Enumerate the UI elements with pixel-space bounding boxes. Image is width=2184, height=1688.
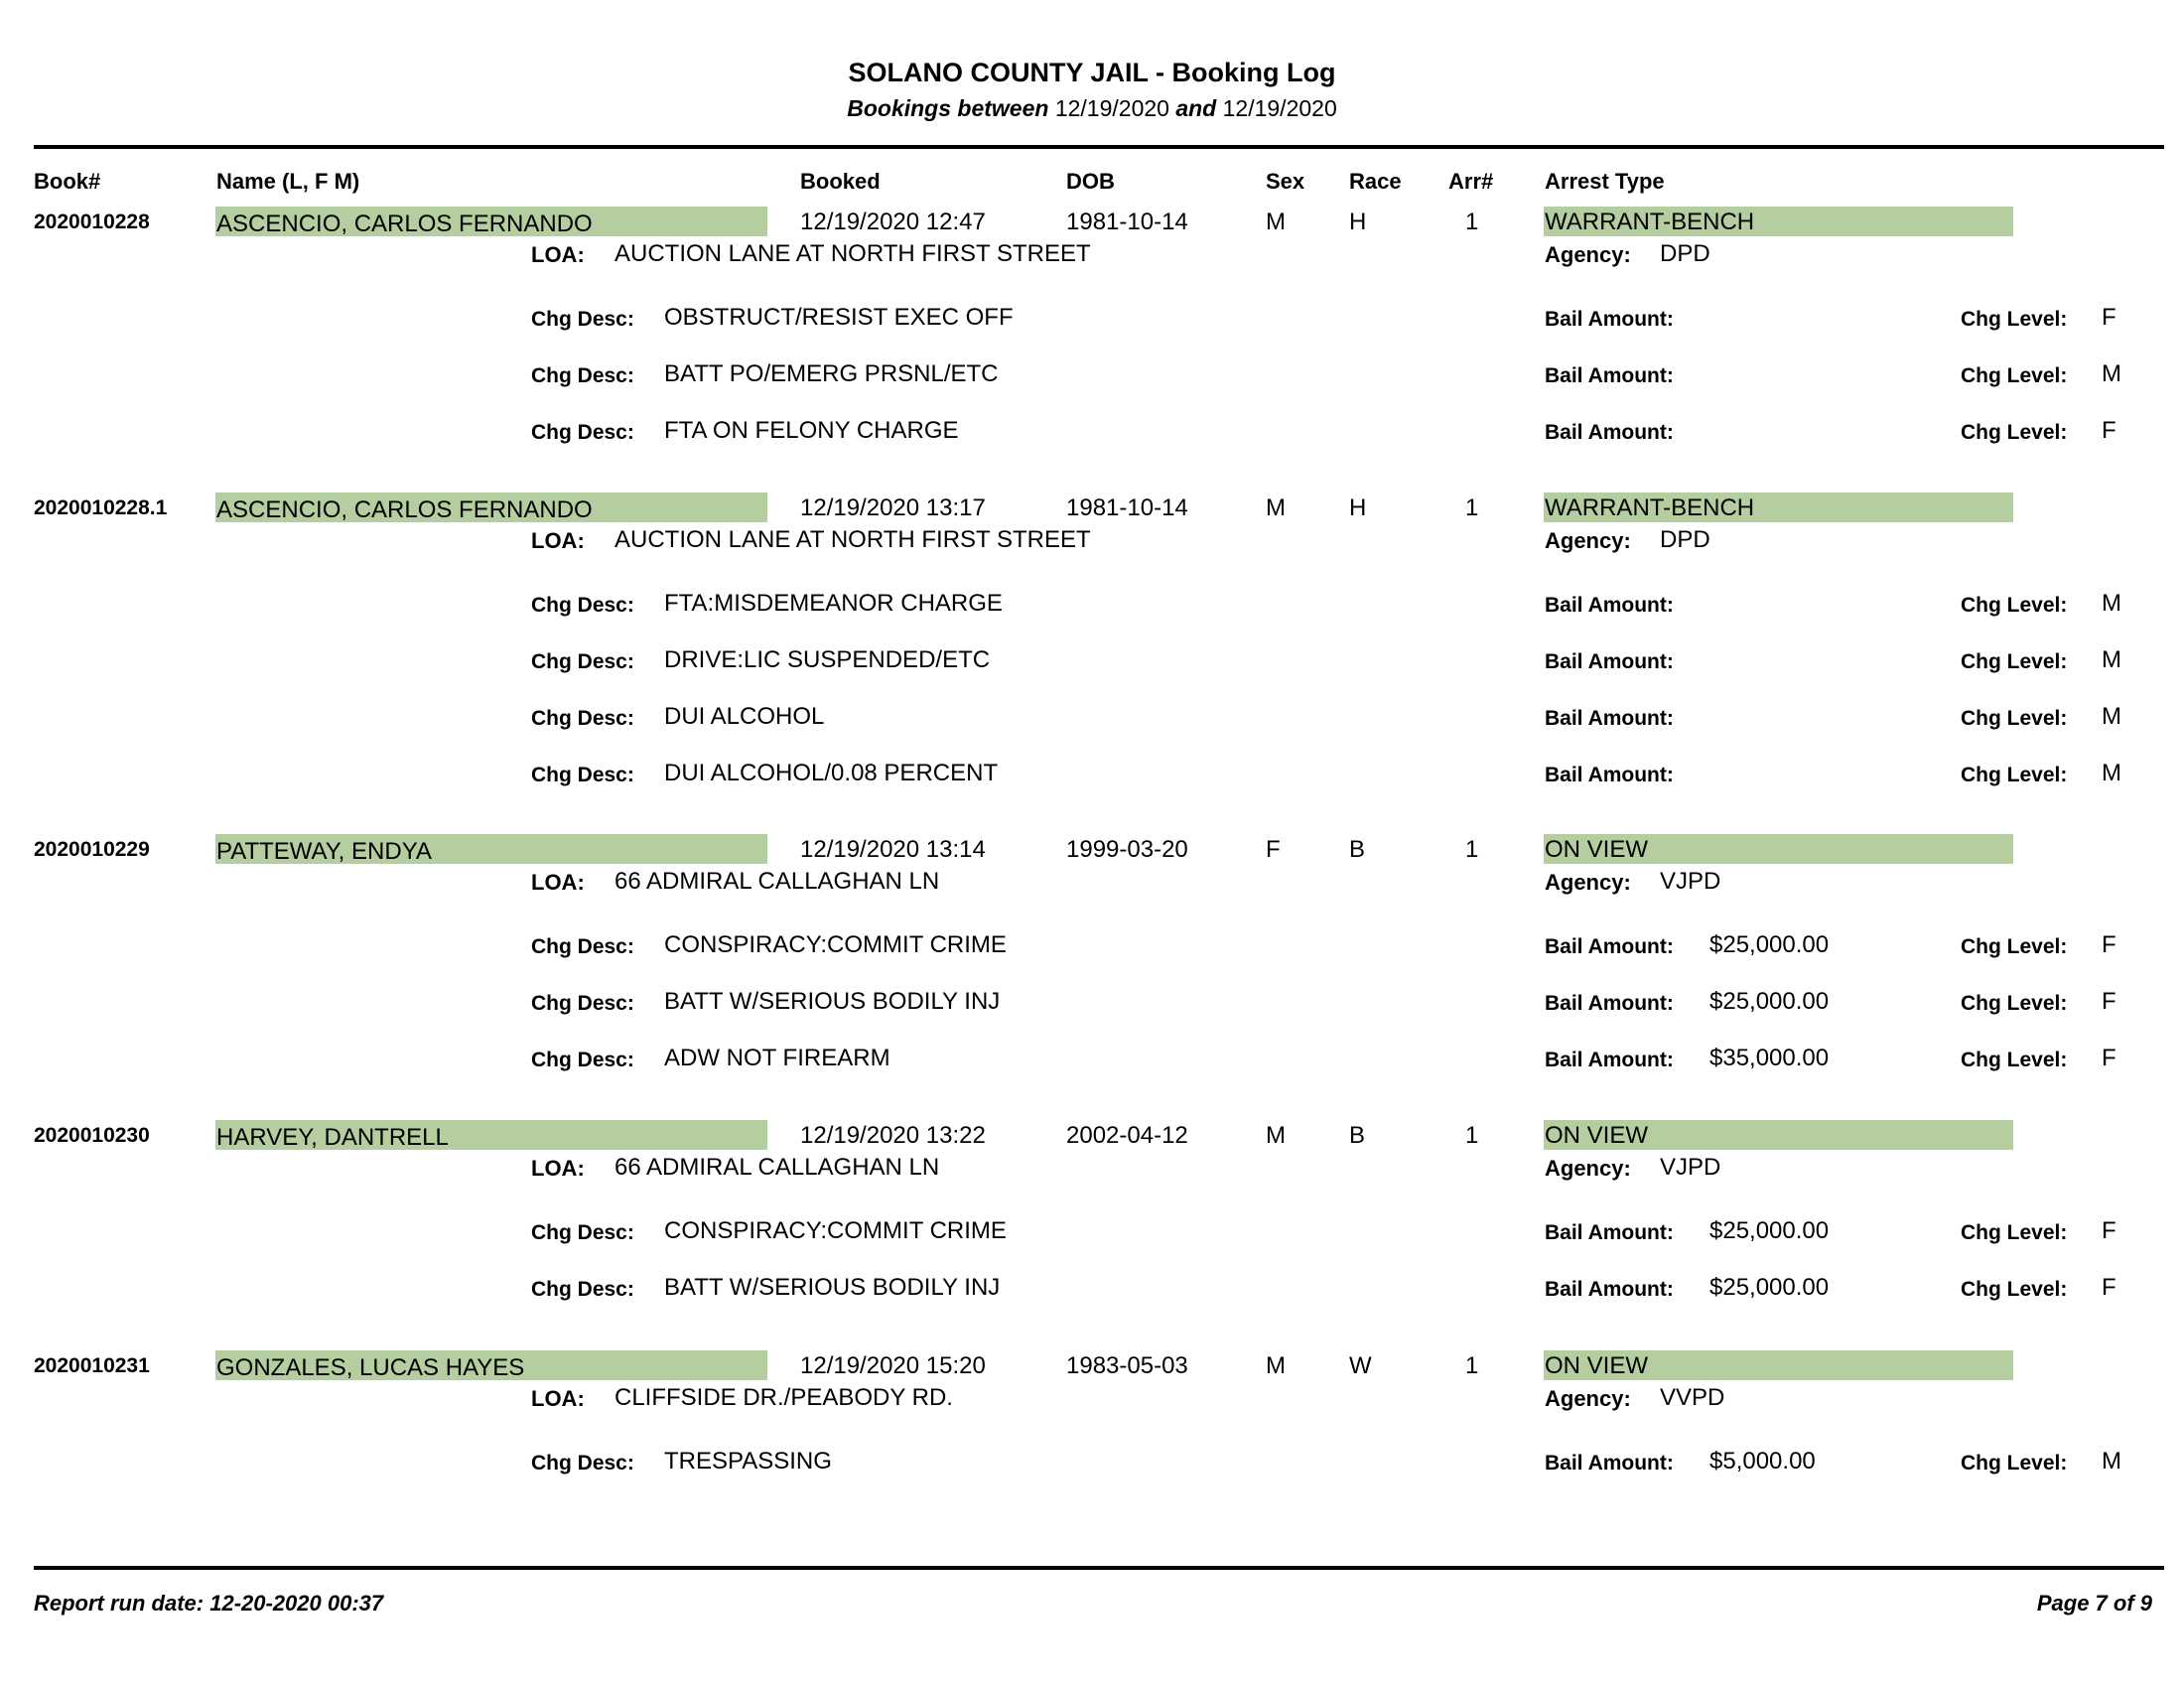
charge-level: F	[2102, 988, 2116, 1015]
charge-row	[0, 1217, 2184, 1244]
charge-desc-label: Chg Desc:	[531, 1452, 634, 1475]
subtitle-prefix: Bookings between	[847, 95, 1049, 121]
agency-value: VJPD	[1660, 1154, 1721, 1181]
booked-datetime: 12/19/2020 13:14	[800, 836, 986, 863]
charge-row	[0, 360, 2184, 387]
inmate-name: GONZALES, LUCAS HAYES	[216, 1354, 525, 1381]
charge-description: CONSPIRACY:COMMIT CRIME	[664, 931, 1007, 958]
booked-datetime: 12/19/2020 12:47	[800, 209, 986, 235]
report-subtitle	[0, 95, 2184, 122]
charge-desc-label: Chg Desc:	[531, 1278, 634, 1301]
book-number: 2020010231	[34, 1354, 150, 1377]
book-number: 2020010228.1	[34, 496, 168, 519]
charge-row	[0, 988, 2184, 1015]
date-from: 12/19/2020	[1054, 95, 1169, 121]
charge-desc-label: Chg Desc:	[531, 594, 634, 617]
charge-level-label: Chg Level:	[1961, 594, 2068, 617]
page-number: Page 7 of 9	[2036, 1591, 2152, 1616]
arrest-number: 1	[1465, 494, 1479, 521]
charge-level-label: Chg Level:	[1961, 308, 2068, 331]
charge-description: FTA:MISDEMEANOR CHARGE	[664, 590, 1003, 617]
footer-rule	[34, 1566, 2164, 1570]
bail-amount-label: Bail Amount:	[1545, 594, 1674, 617]
race-value: H	[1349, 209, 1367, 235]
charge-level: F	[2102, 1217, 2116, 1244]
arrest-type: WARRANT-BENCH	[1545, 209, 1755, 235]
charge-row	[0, 1045, 2184, 1071]
report-run-date: Report run date: 12-20-2020 00:37	[34, 1591, 384, 1616]
charge-row	[0, 703, 2184, 730]
charge-level-label: Chg Level:	[1961, 364, 2068, 387]
bail-amount-label: Bail Amount:	[1545, 992, 1674, 1015]
loa-label: LOA:	[531, 528, 585, 553]
charge-description: DUI ALCOHOL/0.08 PERCENT	[664, 760, 999, 786]
charge-desc-label: Chg Desc:	[531, 764, 634, 786]
agency-label: Agency:	[1545, 1156, 1631, 1181]
loa-value: CLIFFSIDE DR./PEABODY RD.	[614, 1384, 953, 1411]
arrest-number: 1	[1465, 1352, 1479, 1379]
booked-datetime: 12/19/2020 15:20	[800, 1352, 986, 1379]
charge-level: M	[2102, 360, 2121, 387]
bail-amount-label: Bail Amount:	[1545, 421, 1674, 444]
col-header-sex: Sex	[1266, 169, 1305, 194]
charge-desc-label: Chg Desc:	[531, 707, 634, 730]
inmate-name: ASCENCIO, CARLOS FERNANDO	[216, 496, 593, 523]
booked-datetime: 12/19/2020 13:17	[800, 494, 986, 521]
charge-row	[0, 760, 2184, 786]
inmate-name: PATTEWAY, ENDYA	[216, 838, 432, 865]
col-header-book: Book#	[34, 169, 101, 194]
charge-level-label: Chg Level:	[1961, 1452, 2068, 1475]
loa-value: 66 ADMIRAL CALLAGHAN LN	[614, 1154, 940, 1181]
date-to: 12/19/2020	[1222, 95, 1337, 121]
agency-value: DPD	[1660, 240, 1710, 267]
loa-label: LOA:	[531, 1386, 585, 1411]
charge-description: ADW NOT FIREARM	[664, 1045, 890, 1071]
sex-value: M	[1266, 1352, 1286, 1379]
charge-row	[0, 1448, 2184, 1475]
charge-level-label: Chg Level:	[1961, 421, 2068, 444]
booking-record	[0, 836, 2184, 1071]
charge-level-label: Chg Level:	[1961, 764, 2068, 786]
sex-value: F	[1266, 836, 1281, 863]
charge-level: F	[2102, 931, 2116, 958]
charge-desc-label: Chg Desc:	[531, 1049, 634, 1071]
charge-row	[0, 304, 2184, 331]
race-value: B	[1349, 836, 1366, 863]
header-rule	[34, 145, 2164, 149]
col-header-booked: Booked	[800, 169, 881, 194]
sex-value: M	[1266, 494, 1286, 521]
arrest-type: ON VIEW	[1545, 836, 1649, 863]
bail-amount-label: Bail Amount:	[1545, 935, 1674, 958]
bail-amount-label: Bail Amount:	[1545, 1221, 1674, 1244]
loa-value: AUCTION LANE AT NORTH FIRST STREET	[614, 526, 1091, 553]
date-of-birth: 1981-10-14	[1066, 494, 1188, 521]
agency-label: Agency:	[1545, 242, 1631, 267]
col-header-arrest-type: Arrest Type	[1545, 169, 1665, 194]
date-of-birth: 1999-03-20	[1066, 836, 1188, 863]
inmate-name: ASCENCIO, CARLOS FERNANDO	[216, 211, 593, 237]
col-header-name: Name (L, F M)	[216, 169, 360, 194]
arrest-number: 1	[1465, 1122, 1479, 1149]
loa-label: LOA:	[531, 1156, 585, 1181]
agency-label: Agency:	[1545, 870, 1631, 895]
charge-desc-label: Chg Desc:	[531, 421, 634, 444]
race-value: H	[1349, 494, 1367, 521]
charge-level-label: Chg Level:	[1961, 707, 2068, 730]
bail-amount: $25,000.00	[1709, 1217, 1830, 1244]
charge-description: BATT PO/EMERG PRSNL/ETC	[664, 360, 999, 387]
charge-row	[0, 646, 2184, 673]
arrest-type: ON VIEW	[1545, 1122, 1649, 1149]
sex-value: M	[1266, 209, 1286, 235]
arrest-type: ON VIEW	[1545, 1352, 1649, 1379]
charge-description: FTA ON FELONY CHARGE	[664, 417, 959, 444]
charge-desc-label: Chg Desc:	[531, 992, 634, 1015]
sex-value: M	[1266, 1122, 1286, 1149]
loa-value: 66 ADMIRAL CALLAGHAN LN	[614, 868, 940, 895]
charge-desc-label: Chg Desc:	[531, 364, 634, 387]
bail-amount: $25,000.00	[1709, 1274, 1830, 1301]
bail-amount: $35,000.00	[1709, 1045, 1830, 1071]
loa-value: AUCTION LANE AT NORTH FIRST STREET	[614, 240, 1091, 267]
booking-record	[0, 1352, 2184, 1475]
bail-amount-label: Bail Amount:	[1545, 1452, 1674, 1475]
charge-level: F	[2102, 1274, 2116, 1301]
charge-level-label: Chg Level:	[1961, 992, 2068, 1015]
booking-record	[0, 1122, 2184, 1301]
agency-label: Agency:	[1545, 1386, 1631, 1411]
bail-amount-label: Bail Amount:	[1545, 764, 1674, 786]
charge-desc-label: Chg Desc:	[531, 935, 634, 958]
charge-row	[0, 1274, 2184, 1301]
charge-description: TRESPASSING	[664, 1448, 832, 1475]
bail-amount-label: Bail Amount:	[1545, 308, 1674, 331]
loa-label: LOA:	[531, 870, 585, 895]
bail-amount-label: Bail Amount:	[1545, 364, 1674, 387]
charge-level-label: Chg Level:	[1961, 1049, 2068, 1071]
charge-description: CONSPIRACY:COMMIT CRIME	[664, 1217, 1007, 1244]
charge-level: M	[2102, 646, 2121, 673]
agency-value: DPD	[1660, 526, 1710, 553]
arrest-type: WARRANT-BENCH	[1545, 494, 1755, 521]
charge-row	[0, 417, 2184, 444]
charge-level: M	[2102, 760, 2121, 786]
booked-datetime: 12/19/2020 13:22	[800, 1122, 986, 1149]
report-title: SOLANO COUNTY JAIL - Booking Log	[848, 58, 1336, 87]
charge-level: M	[2102, 590, 2121, 617]
charge-desc-label: Chg Desc:	[531, 308, 634, 331]
date-of-birth: 1981-10-14	[1066, 209, 1188, 235]
date-of-birth: 2002-04-12	[1066, 1122, 1188, 1149]
charge-description: DUI ALCOHOL	[664, 703, 825, 730]
charge-level-label: Chg Level:	[1961, 1278, 2068, 1301]
agency-value: VVPD	[1660, 1384, 1725, 1411]
booking-record	[0, 494, 2184, 786]
agency-label: Agency:	[1545, 528, 1631, 553]
charge-description: BATT W/SERIOUS BODILY INJ	[664, 988, 1001, 1015]
charge-desc-label: Chg Desc:	[531, 650, 634, 673]
charge-level: F	[2102, 1045, 2116, 1071]
charge-row	[0, 590, 2184, 617]
inmate-name: HARVEY, DANTRELL	[216, 1124, 449, 1151]
col-header-dob: DOB	[1066, 169, 1115, 194]
charge-description: OBSTRUCT/RESIST EXEC OFF	[664, 304, 1014, 331]
charge-desc-label: Chg Desc:	[531, 1221, 634, 1244]
charge-row	[0, 931, 2184, 958]
charge-level: M	[2102, 1448, 2121, 1475]
book-number: 2020010230	[34, 1124, 150, 1147]
agency-value: VJPD	[1660, 868, 1721, 895]
loa-label: LOA:	[531, 242, 585, 267]
race-value: W	[1349, 1352, 1372, 1379]
bail-amount-label: Bail Amount:	[1545, 650, 1674, 673]
bail-amount: $5,000.00	[1709, 1448, 1816, 1475]
bail-amount-label: Bail Amount:	[1545, 1049, 1674, 1071]
date-of-birth: 1983-05-03	[1066, 1352, 1188, 1379]
race-value: B	[1349, 1122, 1366, 1149]
charge-description: DRIVE:LIC SUSPENDED/ETC	[664, 646, 991, 673]
charge-level: F	[2102, 417, 2116, 444]
bail-amount: $25,000.00	[1709, 931, 1830, 958]
arrest-number: 1	[1465, 836, 1479, 863]
book-number: 2020010228	[34, 211, 150, 233]
col-header-race: Race	[1349, 169, 1402, 194]
bail-amount: $25,000.00	[1709, 988, 1830, 1015]
charge-description: BATT W/SERIOUS BODILY INJ	[664, 1274, 1001, 1301]
charge-level-label: Chg Level:	[1961, 1221, 2068, 1244]
book-number: 2020010229	[34, 838, 150, 861]
bail-amount-label: Bail Amount:	[1545, 707, 1674, 730]
bail-amount-label: Bail Amount:	[1545, 1278, 1674, 1301]
booking-record	[0, 209, 2184, 444]
charge-level: M	[2102, 703, 2121, 730]
col-header-arr: Arr#	[1448, 169, 1494, 194]
charge-level: F	[2102, 304, 2116, 331]
subtitle-and: and	[1175, 95, 1217, 121]
arrest-number: 1	[1465, 209, 1479, 235]
charge-level-label: Chg Level:	[1961, 650, 2068, 673]
charge-level-label: Chg Level:	[1961, 935, 2068, 958]
